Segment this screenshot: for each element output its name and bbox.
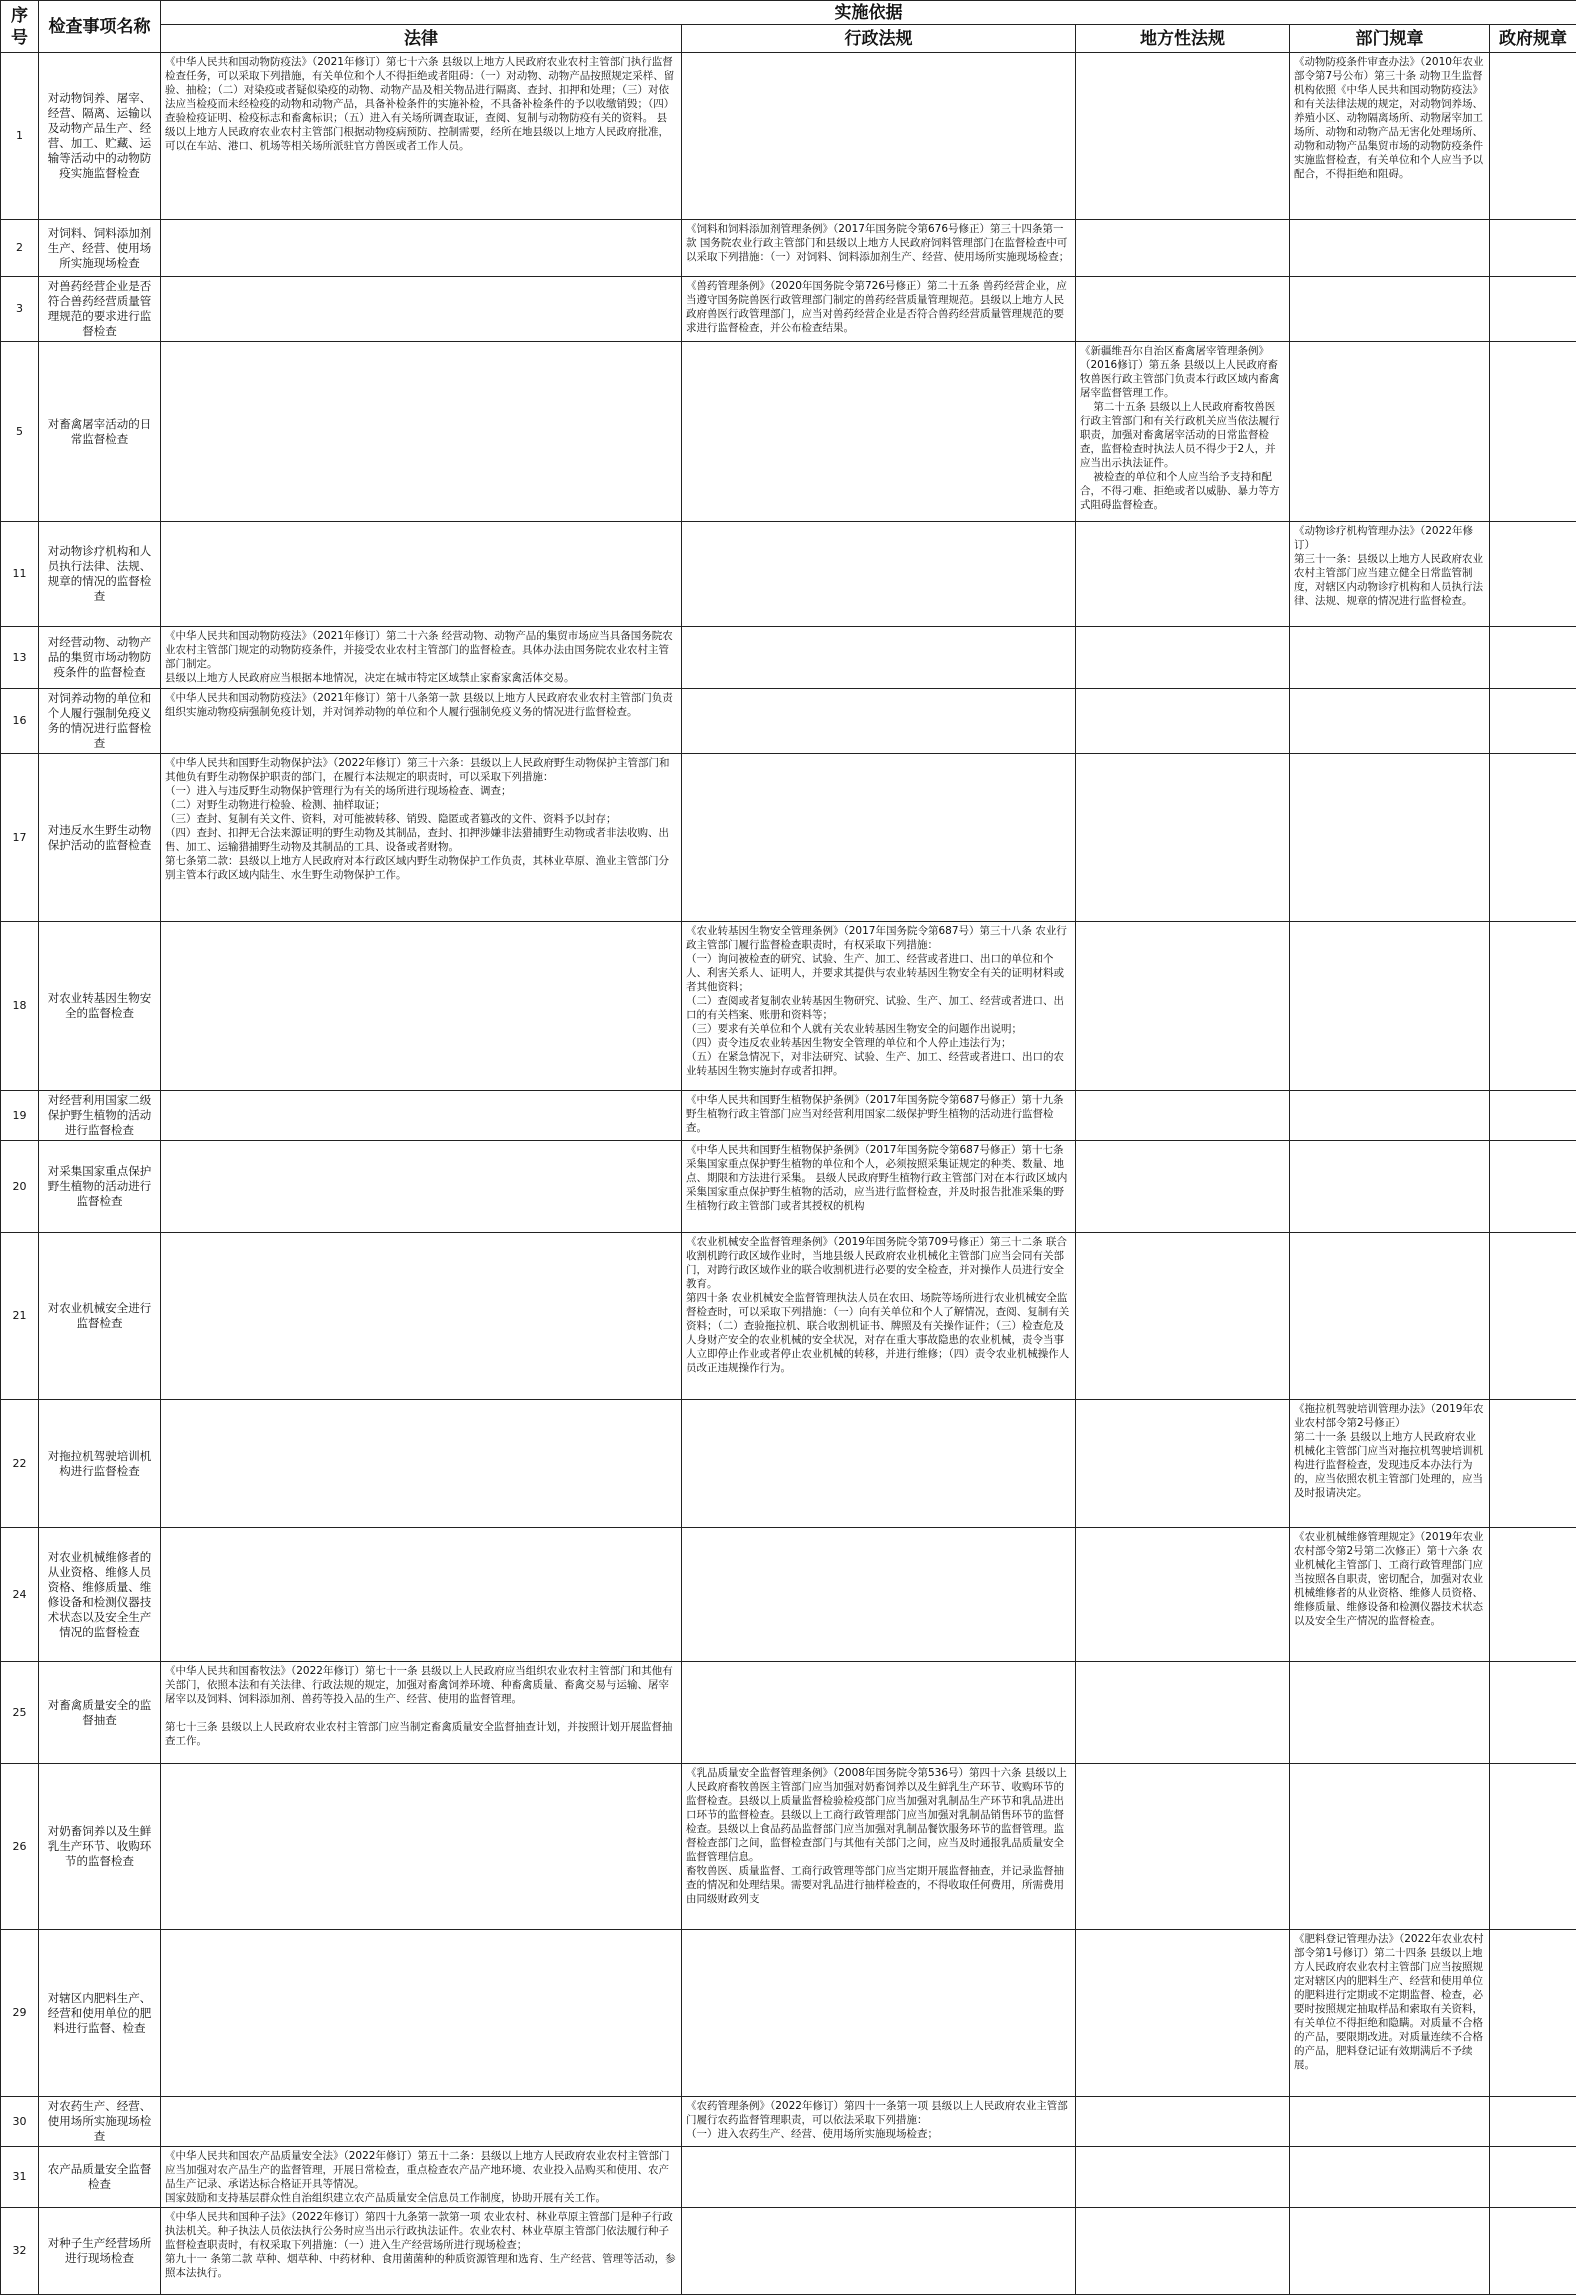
row-seq: 17: [1, 754, 39, 922]
admin-regulation-cell: 《农业转基因生物安全管理条例》（2017年国务院令第687号）第三十八条 农业行政主管部门履行监督检查职责时，有权采取下列措施： （一）询问被检查的研究、试验、生产、加工、经营或者进口、出口的单位和个人、利害关系人、证明人，并要求其提供与农业转基因生物安全有关的证明材料或者其他资料； （二）查阅或者复制农业转基因生物研究、试验、生产、加工、经营或者进口、出口的有关档案、账册和资料等； （三）要求有关单位和个人就有关农业转基因生物安全的问题作出说明； （四）责令违反农业转基因生物安全管理的单位和个人停止违法行为； （五）在紧急情况下，对非法研究、试验、生产、加工、经营或者进口、出口的农业转基因生物实施封存或者扣押。: [682, 922, 1076, 1091]
table-row: [1, 53, 1576, 220]
row-item-name: 对畜禽质量安全的监督抽查: [39, 1662, 161, 1764]
table-row: [1, 1400, 1576, 1528]
row-seq: 13: [1, 627, 39, 689]
table-row: [1, 522, 1576, 627]
admin-regulation-cell: [682, 522, 1076, 627]
gov-rule-cell: [1490, 342, 1576, 522]
local-regulation-cell: [1076, 53, 1290, 220]
row-seq: 24: [1, 1528, 39, 1662]
gov-rule-cell: [1490, 53, 1576, 220]
law-cell: [161, 1528, 682, 1662]
row-item-name: 对拖拉机驾驶培训机构进行监督检查: [39, 1400, 161, 1528]
local-regulation-cell: [1076, 277, 1290, 342]
local-regulation-cell: [1076, 1528, 1290, 1662]
header-gov-rule: 政府规章: [1490, 25, 1576, 53]
law-cell: 《中华人民共和国农产品质量安全法》（2022年修订）第五十二条：县级以上地方人民政府农业农村主管部门应当加强对农产品生产的监督管理，开展日常检查，重点检查农产品产地环境、农业投入品购买和使用、农产品生产记录、承诺达标合格证开具等情况。 国家鼓励和支持基层群众性自治组织建立农产品质量安全信息员工作制度，协助开展有关工作。: [161, 2147, 682, 2208]
gov-rule-cell: [1490, 277, 1576, 342]
table-row: [1, 277, 1576, 342]
admin-regulation-cell: 《农业机械安全监督管理条例》（2019年国务院令第709号修正）第三十二条 联合收割机跨行政区域作业时，当地县级人民政府农业机械化主管部门应当会同有关部门，对跨行政区域作业的联合收割机进行必要的安全检查，并对操作人员进行安全教育。 第四十条 农业机械安全监督管理执法人员在农田、场院等场所进行农业机械安全监督检查时，可以采取下列措施：（一）向有关单位和个人了解情况，查阅、复制有关资料；（二）查验拖拉机、联合收割机证书、牌照及有关操作证件；（三）检查危及人身财产安全的农业机械的安全状况，对存在重大事故隐患的农业机械，责令当事人立即停止作业或者停止农业机械的转移，并进行维修；（四）责令农业机械操作人员改正违规操作行为。: [682, 1233, 1076, 1400]
header-law: 法律: [161, 25, 682, 53]
row-seq: 31: [1, 2147, 39, 2208]
dept-rule-cell: 《拖拉机驾驶培训管理办法》（2019年农业农村部令第2号修正） 第二十一条 县级以上地方人民政府农业机械化主管部门应当对拖拉机驾驶培训机构进行监督检查，发现违反本办法行为的，应当依照农机主管部门处理的，应当及时报请决定。: [1290, 1400, 1490, 1528]
local-regulation-cell: [1076, 922, 1290, 1091]
admin-regulation-cell: [682, 627, 1076, 689]
table-row: [1, 2147, 1576, 2208]
row-seq: 21: [1, 1233, 39, 1400]
dept-rule-cell: [1290, 754, 1490, 922]
admin-regulation-cell: [682, 689, 1076, 754]
row-seq: 11: [1, 522, 39, 627]
law-cell: [161, 1930, 682, 2097]
law-cell: [161, 922, 682, 1091]
gov-rule-cell: [1490, 689, 1576, 754]
gov-rule-cell: [1490, 1091, 1576, 1141]
local-regulation-cell: [1076, 1662, 1290, 1764]
law-cell: [161, 1141, 682, 1233]
row-seq: 5: [1, 342, 39, 522]
local-regulation-cell: [1076, 2147, 1290, 2208]
dept-rule-cell: [1290, 220, 1490, 277]
table-row: [1, 2208, 1576, 2295]
row-item-name: 对畜禽屠宰活动的日常监督检查: [39, 342, 161, 522]
admin-regulation-cell: [682, 2208, 1076, 2295]
row-item-name: 对农业机械安全进行监督检查: [39, 1233, 161, 1400]
dept-rule-cell: [1290, 342, 1490, 522]
row-seq: 29: [1, 1930, 39, 2097]
gov-rule-cell: [1490, 1662, 1576, 1764]
row-item-name: 对农药生产、经营、使用场所实施现场检查: [39, 2097, 161, 2147]
admin-regulation-cell: 《中华人民共和国野生植物保护条例》（2017年国务院令第687号修正）第十七条 采集国家重点保护野生植物的单位和个人，必须按照采集证规定的种类、数量、地点、期限和方法进行采集。 县级人民政府野生植物行政主管部门对在本行政区域内采集国家重点保护野生植物的活动，应当进行监督检查，并及时报告批准采集的野生植物行政主管部门或者其授权的机构: [682, 1141, 1076, 1233]
table-row: [1, 1764, 1576, 1930]
law-cell: 《中华人民共和国种子法》（2022年修订）第四十九条第一款第一项 农业农村、林业草原主管部门是种子行政执法机关。种子执法人员依法执行公务时应当出示行政执法证件。农业农村、林业草原主管部门依法履行种子监督检查职责时，有权采取下列措施：（一）进入生产经营场所进行现场检查； 第九十一 条第二款 草种、烟草种、中药材种、食用菌菌种的种质资源管理和选育、生产经营、管理等活动，参照本法执行。: [161, 2208, 682, 2295]
row-item-name: 对经营动物、动物产品的集贸市场动物防疫条件的监督检查: [39, 627, 161, 689]
dept-rule-cell: [1290, 2097, 1490, 2147]
local-regulation-cell: [1076, 689, 1290, 754]
dept-rule-cell: [1290, 627, 1490, 689]
law-cell: [161, 1233, 682, 1400]
admin-regulation-cell: [682, 754, 1076, 922]
table-row: [1, 689, 1576, 754]
admin-regulation-cell: [682, 1662, 1076, 1764]
gov-rule-cell: [1490, 1141, 1576, 1233]
law-cell: 《中华人民共和国动物防疫法》（2021年修订）第七十六条 县级以上地方人民政府农业农村主管部门执行监督检查任务，可以采取下列措施，有关单位和个人不得拒绝或者阻碍：（一）对动物、动物产品按照规定采样、留验、抽检；（二）对染疫或者疑似染疫的动物、动物产品及相关物品进行隔离、查封、扣押和处理；（三）对依法应当检疫而未经检疫的动物和动物产品，具备补检条件的实施补检，不具备补检条件的予以收缴销毁；（四）查验检疫证明、检疫标志和畜禽标识；（五）进入有关场所调查取证，查阅、复制与动物防疫有关的资料。 县级以上地方人民政府农业农村主管部门根据动物疫病预防、控制需要，经所在地县级以上地方人民政府批准，可以在车站、港口、机场等相关场所派驻官方兽医或者工作人员。: [161, 53, 682, 220]
law-cell: [161, 1764, 682, 1930]
dept-rule-cell: [1290, 1233, 1490, 1400]
row-item-name: 对饲养动物的单位和个人履行强制免疫义务的情况进行监督检查: [39, 689, 161, 754]
row-item-name: 对农业转基因生物安全的监督检查: [39, 922, 161, 1091]
row-seq: 22: [1, 1400, 39, 1528]
table-row: [1, 1662, 1576, 1764]
table-row: [1, 1930, 1576, 2097]
row-item-name: 对动物诊疗机构和人员执行法律、法规、规章的情况的监督检查: [39, 522, 161, 627]
local-regulation-cell: [1076, 627, 1290, 689]
table-row: [1, 342, 1576, 522]
row-item-name: 对种子生产经营场所进行现场检查: [39, 2208, 161, 2295]
row-seq: 18: [1, 922, 39, 1091]
table-row: [1, 922, 1576, 1091]
row-seq: 2: [1, 220, 39, 277]
gov-rule-cell: [1490, 1930, 1576, 2097]
table-row: [1, 1528, 1576, 1662]
row-item-name: 对辖区内肥料生产、经营和使用单位的肥料进行监督、检查: [39, 1930, 161, 2097]
row-item-name: 对兽药经营企业是否符合兽药经营质量管理规范的要求进行监督检查: [39, 277, 161, 342]
dept-rule-cell: [1290, 1091, 1490, 1141]
row-seq: 16: [1, 689, 39, 754]
local-regulation-cell: [1076, 522, 1290, 627]
local-regulation-cell: [1076, 1233, 1290, 1400]
gov-rule-cell: [1490, 2097, 1576, 2147]
admin-regulation-cell: [682, 342, 1076, 522]
dept-rule-cell: [1290, 1141, 1490, 1233]
admin-regulation-cell: 《兽药管理条例》（2020年国务院令第726号修正）第二十五条 兽药经营企业，应当遵守国务院兽医行政管理部门制定的兽药经营质量管理规范。县级以上地方人民政府兽医行政管理部门，应当对兽药经营企业是否符合兽药经营质量管理规范的要求进行监督检查，并公布检查结果。: [682, 277, 1076, 342]
dept-rule-cell: [1290, 1764, 1490, 1930]
local-regulation-cell: [1076, 1764, 1290, 1930]
dept-rule-cell: [1290, 922, 1490, 1091]
row-seq: 3: [1, 277, 39, 342]
admin-regulation-cell: 《乳品质量安全监督管理条例》（2008年国务院令第536号）第四十六条 县级以上人民政府畜牧兽医主管部门应当加强对奶畜饲养以及生鲜乳生产环节、收购环节的监督检查。县级以上质量监督检验检疫部门应当加强对乳制品生产环节和乳品进出口环节的监督检查。县级以上工商行政管理部门应当加强对乳制品销售环节的监督检查。县级以上食品药品监督部门应当加强对乳制品餐饮服务环节的监督管理。监督检查部门之间，监督检查部门与其他有关部门之间，应当及时通报乳品质量安全监督管理信息。 畜牧兽医、质量监督、工商行政管理等部门应当定期开展监督抽查，并记录监督抽查的情况和处理结果。需要对乳品进行抽样检查的，不得收取任何费用，所需费用由同级财政列支: [682, 1764, 1076, 1930]
admin-regulation-cell: [682, 53, 1076, 220]
header-admin-regulation: 行政法规: [682, 25, 1076, 53]
row-seq: 19: [1, 1091, 39, 1141]
gov-rule-cell: [1490, 1764, 1576, 1930]
header-item-name: 检查事项名称: [39, 1, 161, 53]
law-cell: 《中华人民共和国畜牧法》（2022年修订）第七十一条 县级以上人民政府应当组织农业农村主管部门和其他有关部门，依照本法和有关法律、行政法规的规定，加强对畜禽饲养环境、种畜禽质量、畜禽交易与运输、屠宰屠宰以及饲料、饲料添加剂、兽药等投入品的生产、经营、使用的监督管理。 第七十三条 县级以上人民政府农业农村主管部门应当制定畜禽质量安全监督抽查计划，并按照计划开展监督抽查工作。: [161, 1662, 682, 1764]
local-regulation-cell: [1076, 2208, 1290, 2295]
header-dept-rule: 部门规章: [1290, 25, 1490, 53]
row-seq: 25: [1, 1662, 39, 1764]
dept-rule-cell: [1290, 1662, 1490, 1764]
gov-rule-cell: [1490, 220, 1576, 277]
gov-rule-cell: [1490, 2208, 1576, 2295]
admin-regulation-cell: [682, 1930, 1076, 2097]
law-cell: [161, 277, 682, 342]
admin-regulation-cell: 《中华人民共和国野生植物保护条例》（2017年国务院令第687号修正）第十九条 野生植物行政主管部门应当对经营利用国家二级保护野生植物的活动进行监督检查。: [682, 1091, 1076, 1141]
local-regulation-cell: [1076, 1930, 1290, 2097]
row-seq: 20: [1, 1141, 39, 1233]
row-item-name: 对农业机械维修者的从业资格、维修人员资格、维修质量、维修设备和检测仪器技术状态以及安全生产情况的监督检查: [39, 1528, 161, 1662]
table-row: [1, 220, 1576, 277]
dept-rule-cell: [1290, 2208, 1490, 2295]
law-cell: [161, 1091, 682, 1141]
local-regulation-cell: [1076, 1091, 1290, 1141]
dept-rule-cell: [1290, 2147, 1490, 2208]
law-cell: [161, 2097, 682, 2147]
admin-regulation-cell: [682, 1400, 1076, 1528]
row-item-name: 对采集国家重点保护野生植物的活动进行监督检查: [39, 1141, 161, 1233]
row-item-name: 对奶畜饲养以及生鲜乳生产环节、收购环节的监督检查: [39, 1764, 161, 1930]
admin-regulation-cell: 《农药管理条例》（2022年修订）第四十一条第一项 县级以上人民政府农业主管部门履行农药监督管理职责，可以依法采取下列措施： （一）进入农药生产、经营、使用场所实施现场检查；: [682, 2097, 1076, 2147]
local-regulation-cell: 《新疆维吾尔自治区畜禽屠宰管理条例》（2016修订）第五条 县级以上人民政府畜牧兽医行政主管部门负责本行政区域内畜禽屠宰监督管理工作。 第二十五条 县级以上人民政府畜牧兽医行政主管部门和有关行政机关应当依法履行职责，加强对畜禽屠宰活动的日常监督检查，监督检查时执法人员不得少于2人，并应当出示执法证件。 被检查的单位和个人应当给予支持和配合，不得刁难、拒绝或者以威胁、暴力等方式阻碍监督检查。: [1076, 342, 1290, 522]
local-regulation-cell: [1076, 754, 1290, 922]
law-cell: [161, 220, 682, 277]
law-cell: 《中华人民共和国野生动物保护法》（2022年修订）第三十六条：县级以上人民政府野生动物保护主管部门和其他负有野生动物保护职责的部门，在履行本法规定的职责时，可以采取下列措施： （一）进入与违反野生动物保护管理行为有关的场所进行现场检查、调查； （二）对野生动物进行检验、检测、抽样取证； （三）查封、复制有关文件、资料，对可能被转移、销毁、隐匿或者篡改的文件、资料予以封存； （四）查封、扣押无合法来源证明的野生动物及其制品，查封、扣押涉嫌非法猎捕野生动物或者非法收购、出售、加工、运输猎捕野生动物及其制品的工具、设备或者财物。 第七条第二款：县级以上地方人民政府对本行政区域内野生动物保护工作负责，其林业草原、渔业主管部门分别主管本行政区域内陆生、水生野生动物保护工作。: [161, 754, 682, 922]
row-item-name: 对违反水生野生动物保护活动的监督检查: [39, 754, 161, 922]
admin-regulation-cell: [682, 1528, 1076, 1662]
row-seq: 32: [1, 2208, 39, 2295]
law-cell: [161, 522, 682, 627]
row-seq: 26: [1, 1764, 39, 1930]
table-row: [1, 1091, 1576, 1141]
gov-rule-cell: [1490, 1233, 1576, 1400]
row-item-name: 对经营利用国家二级保护野生植物的活动进行监督检查: [39, 1091, 161, 1141]
gov-rule-cell: [1490, 2147, 1576, 2208]
row-seq: 30: [1, 2097, 39, 2147]
table-row: [1, 2097, 1576, 2147]
row-seq: 1: [1, 53, 39, 220]
law-cell: [161, 1400, 682, 1528]
row-item-name: 对动物饲养、屠宰、经营、隔离、运输以及动物产品生产、经营、加工、贮藏、运输等活动中的动物防疫实施监督检查: [39, 53, 161, 220]
header-seq: 序号: [1, 1, 39, 53]
gov-rule-cell: [1490, 754, 1576, 922]
table-row: [1, 1141, 1576, 1233]
gov-rule-cell: [1490, 627, 1576, 689]
gov-rule-cell: [1490, 522, 1576, 627]
dept-rule-cell: [1290, 689, 1490, 754]
admin-regulation-cell: [682, 2147, 1076, 2208]
table-row: [1, 754, 1576, 922]
admin-regulation-cell: 《饲料和饲料添加剂管理条例》（2017年国务院令第676号修正）第三十四条第一款 国务院农业行政主管部门和县级以上地方人民政府饲料管理部门在监督检查中可以采取下列措施：（一）对饲料、饲料添加剂生产、经营、使用场所实施现场检查；: [682, 220, 1076, 277]
local-regulation-cell: [1076, 2097, 1290, 2147]
gov-rule-cell: [1490, 1528, 1576, 1662]
local-regulation-cell: [1076, 1400, 1290, 1528]
gov-rule-cell: [1490, 922, 1576, 1091]
header-basis: 实施依据: [161, 1, 1576, 25]
row-item-name: 农产品质量安全监督检查: [39, 2147, 161, 2208]
law-cell: [161, 342, 682, 522]
gov-rule-cell: [1490, 1400, 1576, 1528]
dept-rule-cell: 《农业机械维修管理规定》（2019年农业农村部令第2号第二次修正）第十六条 农业机械化主管部门、工商行政管理部门应当按照各自职责，密切配合，加强对农业机械维修者的从业资格、维修人员资格、维修质量、维修设备和检测仪器技术状态以及安全生产情况的监督检查。: [1290, 1528, 1490, 1662]
header-local-regulation: 地方性法规: [1076, 25, 1290, 53]
law-cell: 《中华人民共和国动物防疫法》（2021年修订）第二十六条 经营动物、动物产品的集贸市场应当具备国务院农业农村主管部门规定的动物防疫条件，并接受农业农村主管部门的监督检查。具体办法由国务院农业农村主管部门制定。 县级以上地方人民政府应当根据本地情况，决定在城市特定区域禁止家畜家禽活体交易。: [161, 627, 682, 689]
local-regulation-cell: [1076, 1141, 1290, 1233]
row-item-name: 对饲料、饲料添加剂生产、经营、使用场所实施现场检查: [39, 220, 161, 277]
table-row: [1, 1233, 1576, 1400]
dept-rule-cell: 《动物防疫条件审查办法》（2010年农业部令第7号公布）第三十条 动物卫生监督机构依照《中华人民共和国动物防疫法》和有关法律法规的规定，对动物饲养场、养殖小区、动物隔离场所、动物屠宰加工场所、动物和动物产品无害化处理场所、动物和动物产品集贸市场的动物防疫条件实施监督检查，有关单位和个人应当予以配合，不得拒绝和阻碍。: [1290, 53, 1490, 220]
dept-rule-cell: 《动物诊疗机构管理办法》（2022年修订） 第三十一条：县级以上地方人民政府农业农村主管部门应当建立健全日常监管制度，对辖区内动物诊疗机构和人员执行法律、法规、规章的情况进行监督检查。: [1290, 522, 1490, 627]
local-regulation-cell: [1076, 220, 1290, 277]
dept-rule-cell: 《肥料登记管理办法》（2022年农业农村部令第1号修订）第二十四条 县级以上地方人民政府农业农村主管部门应当按照规定对辖区内的肥料生产、经营和使用单位的肥料进行定期或不定期监督、检查，必要时按照规定抽取样品和索取有关资料，有关单位不得拒绝和隐瞒。对质量不合格的产品，要限期改进。对质量连续不合格的产品，肥料登记证有效期满后不予续展。: [1290, 1930, 1490, 2097]
table-row: [1, 627, 1576, 689]
law-cell: 《中华人民共和国动物防疫法》（2021年修订）第十八条第一款 县级以上地方人民政府农业农村主管部门负责组织实施动物疫病强制免疫计划，并对饲养动物的单位和个人履行强制免疫义务的情况进行监督检查。: [161, 689, 682, 754]
dept-rule-cell: [1290, 277, 1490, 342]
